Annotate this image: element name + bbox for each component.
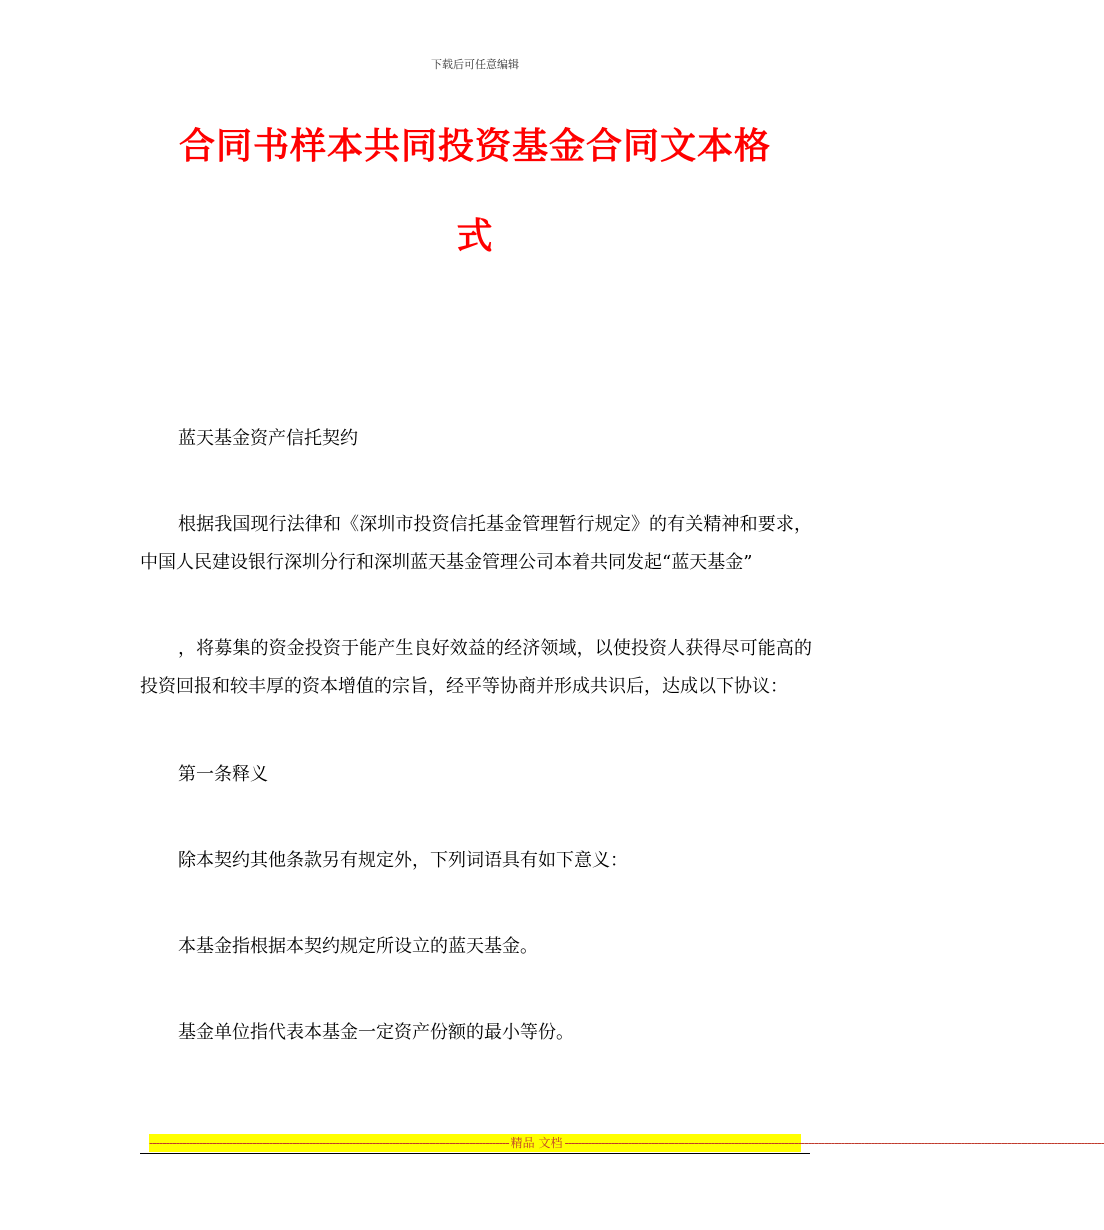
header-note: 下载后可任意编辑: [431, 58, 519, 71]
paragraph-legal-basis: 根据我国现行法律和《深圳市投资信托基金管理暂行规定》的有关精神和要求，中国人民建设银行深圳分行和深圳蓝天基金管理公司本着共同发起“蓝天基金”: [140, 514, 812, 573]
footer-label: 精品 文档: [510, 1136, 563, 1150]
document-title-line-2: 式: [456, 216, 494, 257]
paragraph-purpose: ，将募集的资金投资于能产生良好效益的经济领域，以使投资人获得尽可能高的投资回报和较丰厚的资本增值的宗旨，经平等协商并形成共识后，达成以下协议：: [140, 638, 812, 697]
paragraph-article-one-heading: 第一条释义: [178, 764, 268, 785]
footer-dash-left: ------------------------------------------------------------------------------------------------------------: [149, 1136, 509, 1150]
footer-rule: [140, 1153, 810, 1154]
paragraph-definitions-intro: 除本契约其他条款另有规定外，下列词语具有如下意义：: [178, 850, 628, 871]
paragraph-contract-name: 蓝天基金资产信托契约: [178, 428, 358, 449]
footer-band: [149, 1134, 1104, 1152]
paragraph-definition-fund: 本基金指根据本契约规定所设立的蓝天基金。: [178, 936, 538, 957]
document-title-line-1: 合同书样本共同投资基金合同文本格: [178, 126, 771, 167]
paragraph-definition-unit: 基金单位指代表本基金一定资产份额的最小等份。: [178, 1022, 574, 1043]
footer-dash-right: ------------------------------------------------------------------------------------------------------------------------------------------------------------------: [564, 1136, 1104, 1150]
